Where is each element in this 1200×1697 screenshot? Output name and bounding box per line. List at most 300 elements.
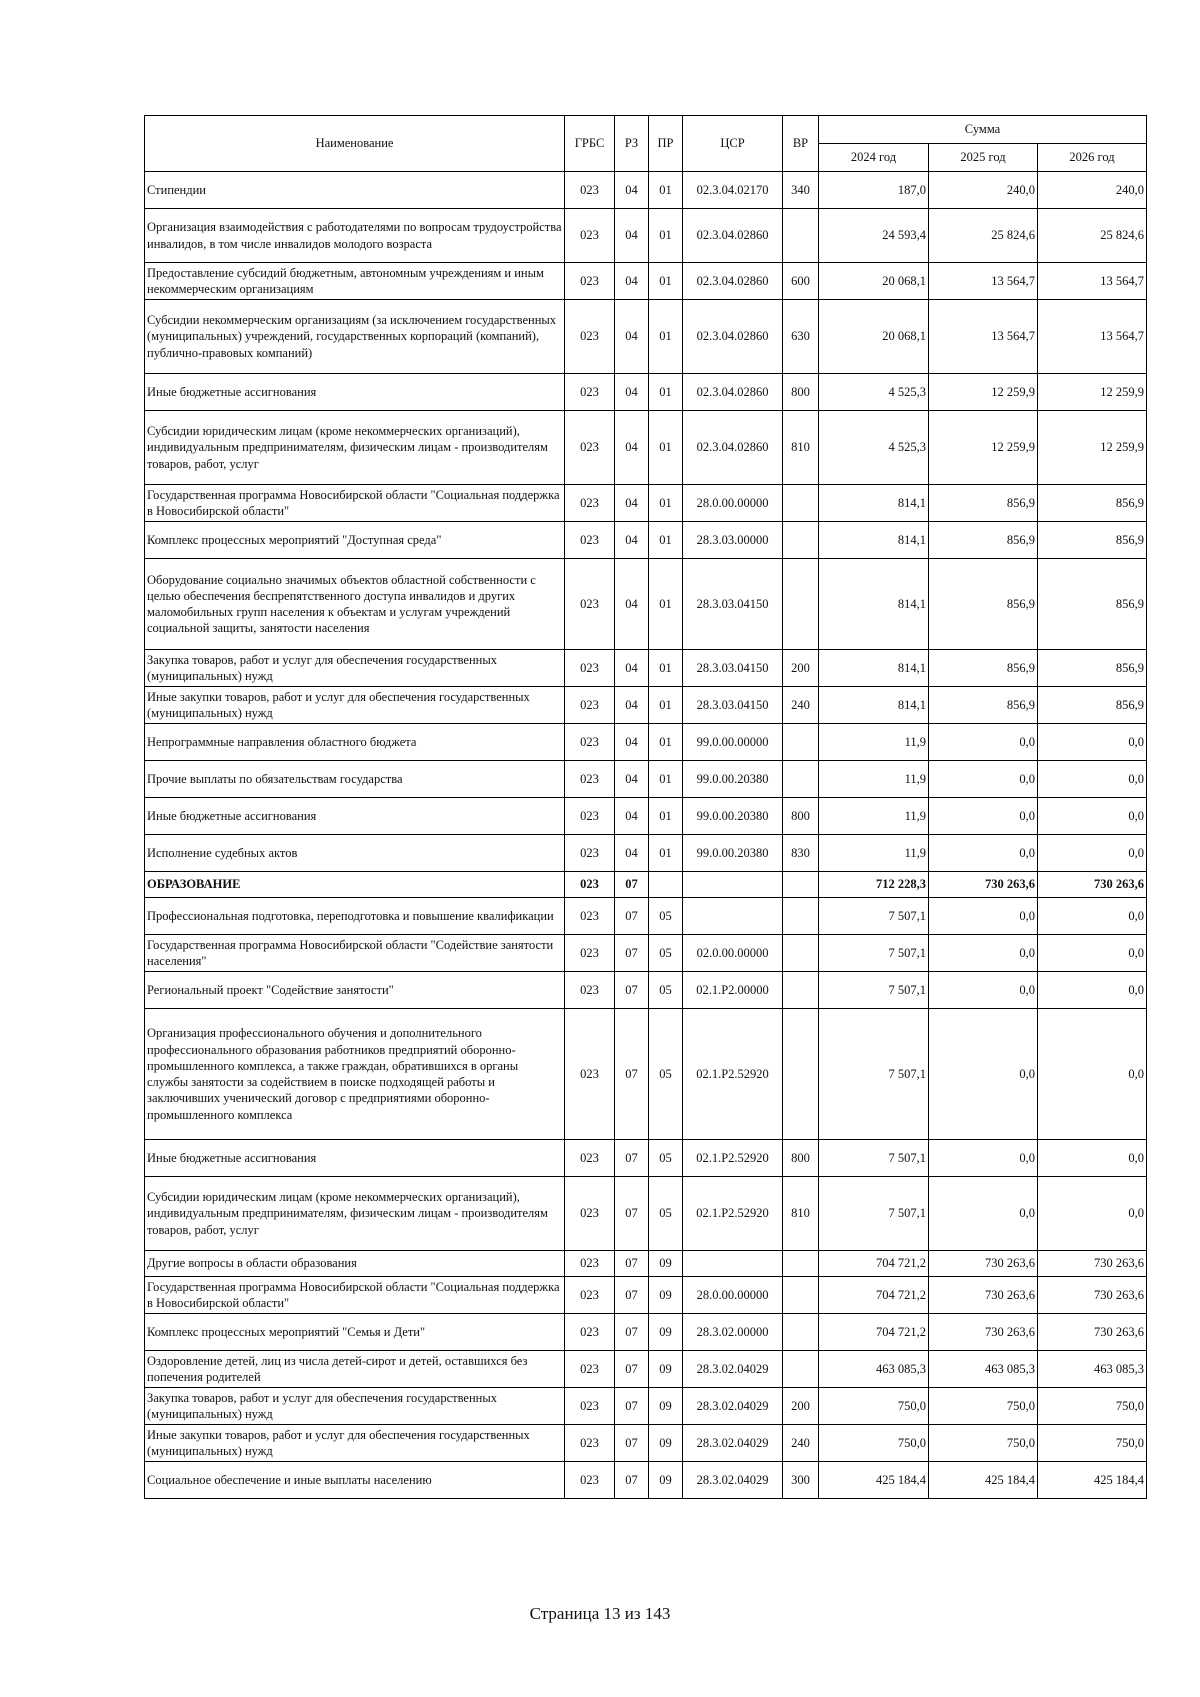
row-csr: 28.3.02.04029 [683, 1425, 783, 1462]
row-pr: 05 [649, 935, 683, 972]
row-amount-2024: 704 721,2 [819, 1314, 929, 1351]
header-vr: ВР [783, 116, 819, 172]
row-amount-2025: 730 263,6 [929, 1251, 1038, 1277]
row-amount-2025: 750,0 [929, 1388, 1038, 1425]
table-row [145, 798, 1147, 835]
table-row [145, 687, 1147, 724]
row-amount-2024: 7 507,1 [819, 1009, 929, 1140]
row-vr [783, 1314, 819, 1351]
row-pr: 05 [649, 1140, 683, 1177]
row-vr: 800 [783, 374, 819, 411]
row-vr: 800 [783, 1140, 819, 1177]
row-csr: 28.3.02.00000 [683, 1314, 783, 1351]
row-amount-2026: 0,0 [1038, 935, 1147, 972]
row-grbs: 023 [565, 1425, 615, 1462]
header-rz: РЗ [615, 116, 649, 172]
row-vr: 240 [783, 1425, 819, 1462]
table-row [145, 724, 1147, 761]
table-row [145, 374, 1147, 411]
row-amount-2024: 750,0 [819, 1388, 929, 1425]
row-amount-2024: 24 593,4 [819, 209, 929, 263]
table-row [145, 300, 1147, 374]
row-amount-2025: 425 184,4 [929, 1462, 1038, 1499]
row-amount-2024: 20 068,1 [819, 300, 929, 374]
row-name: Региональный проект "Содействие занятости" [145, 972, 565, 1009]
row-name: Комплекс процессных мероприятий "Семья и Дети" [145, 1314, 565, 1351]
row-grbs: 023 [565, 485, 615, 522]
row-amount-2024: 712 228,3 [819, 872, 929, 898]
row-csr: 02.1.P2.00000 [683, 972, 783, 1009]
row-pr: 01 [649, 687, 683, 724]
row-name: Организация взаимодействия с работодателями по вопросам трудоустройства инвалидов, в том числе инвалидов молодого возраста [145, 209, 565, 263]
row-name: Закупка товаров, работ и услуг для обеспечения государственных (муниципальных) нужд [145, 1388, 565, 1425]
row-amount-2025: 730 263,6 [929, 1277, 1038, 1314]
row-amount-2026: 425 184,4 [1038, 1462, 1147, 1499]
row-amount-2024: 7 507,1 [819, 972, 929, 1009]
row-vr: 810 [783, 1177, 819, 1251]
row-name: Прочие выплаты по обязательствам государства [145, 761, 565, 798]
row-grbs: 023 [565, 411, 615, 485]
row-amount-2025: 856,9 [929, 485, 1038, 522]
row-amount-2026: 856,9 [1038, 650, 1147, 687]
row-vr [783, 724, 819, 761]
row-name: Государственная программа Новосибирской области "Социальная поддержка в Новосибирской области" [145, 1277, 565, 1314]
row-amount-2024: 814,1 [819, 650, 929, 687]
row-csr: 28.0.00.00000 [683, 485, 783, 522]
row-csr: 02.3.04.02170 [683, 172, 783, 209]
row-vr [783, 898, 819, 935]
row-csr: 02.3.04.02860 [683, 300, 783, 374]
row-csr: 02.1.P2.52920 [683, 1140, 783, 1177]
row-amount-2025: 463 085,3 [929, 1351, 1038, 1388]
row-amount-2024: 20 068,1 [819, 263, 929, 300]
row-amount-2025: 0,0 [929, 1177, 1038, 1251]
row-csr: 28.3.03.04150 [683, 650, 783, 687]
row-vr: 830 [783, 835, 819, 872]
table-row [145, 411, 1147, 485]
table-row [145, 972, 1147, 1009]
row-name: Предоставление субсидий бюджетным, автономным учреждениям и иным некоммерческим организациям [145, 263, 565, 300]
row-pr: 01 [649, 300, 683, 374]
row-vr: 810 [783, 411, 819, 485]
row-grbs: 023 [565, 935, 615, 972]
row-rz: 04 [615, 687, 649, 724]
row-rz: 04 [615, 485, 649, 522]
row-pr: 09 [649, 1425, 683, 1462]
row-name: Иные бюджетные ассигнования [145, 374, 565, 411]
row-grbs: 023 [565, 1462, 615, 1499]
row-pr: 01 [649, 761, 683, 798]
row-pr: 01 [649, 522, 683, 559]
row-pr: 09 [649, 1388, 683, 1425]
row-amount-2026: 750,0 [1038, 1388, 1147, 1425]
row-vr: 630 [783, 300, 819, 374]
row-csr: 99.0.00.20380 [683, 798, 783, 835]
row-grbs: 023 [565, 1251, 615, 1277]
row-amount-2024: 814,1 [819, 522, 929, 559]
row-vr [783, 761, 819, 798]
row-vr [783, 1251, 819, 1277]
table-row [145, 935, 1147, 972]
row-amount-2026: 12 259,9 [1038, 374, 1147, 411]
table-row [145, 1462, 1147, 1499]
row-amount-2025: 25 824,6 [929, 209, 1038, 263]
row-vr [783, 559, 819, 650]
row-name: Иные закупки товаров, работ и услуг для обеспечения государственных (муниципальных) нужд [145, 1425, 565, 1462]
row-amount-2025: 0,0 [929, 724, 1038, 761]
row-amount-2026: 12 259,9 [1038, 411, 1147, 485]
row-amount-2026: 25 824,6 [1038, 209, 1147, 263]
row-name: Стипендии [145, 172, 565, 209]
row-csr: 02.3.04.02860 [683, 209, 783, 263]
row-vr [783, 972, 819, 1009]
header-pr: ПР [649, 116, 683, 172]
row-name: Другие вопросы в области образования [145, 1251, 565, 1277]
row-amount-2026: 730 263,6 [1038, 872, 1147, 898]
table-row [145, 872, 1147, 898]
row-rz: 07 [615, 898, 649, 935]
row-rz: 04 [615, 411, 649, 485]
row-vr: 600 [783, 263, 819, 300]
row-amount-2025: 13 564,7 [929, 263, 1038, 300]
row-rz: 04 [615, 172, 649, 209]
row-amount-2025: 0,0 [929, 972, 1038, 1009]
row-amount-2026: 13 564,7 [1038, 263, 1147, 300]
row-grbs: 023 [565, 522, 615, 559]
row-rz: 07 [615, 1009, 649, 1140]
row-amount-2024: 4 525,3 [819, 374, 929, 411]
row-csr: 99.0.00.20380 [683, 761, 783, 798]
row-rz: 04 [615, 522, 649, 559]
row-amount-2024: 463 085,3 [819, 1351, 929, 1388]
row-vr: 240 [783, 687, 819, 724]
row-amount-2024: 704 721,2 [819, 1277, 929, 1314]
row-rz: 07 [615, 935, 649, 972]
row-csr: 28.3.03.04150 [683, 559, 783, 650]
budget-table [144, 115, 1147, 1499]
row-grbs: 023 [565, 872, 615, 898]
row-rz: 07 [615, 1462, 649, 1499]
row-amount-2024: 187,0 [819, 172, 929, 209]
row-amount-2026: 13 564,7 [1038, 300, 1147, 374]
row-name: Государственная программа Новосибирской области "Содействие занятости населения" [145, 935, 565, 972]
row-vr [783, 522, 819, 559]
row-vr: 200 [783, 650, 819, 687]
row-vr [783, 209, 819, 263]
row-pr: 01 [649, 559, 683, 650]
row-grbs: 023 [565, 559, 615, 650]
row-csr: 02.3.04.02860 [683, 263, 783, 300]
row-csr: 02.0.00.00000 [683, 935, 783, 972]
row-rz: 07 [615, 1314, 649, 1351]
row-rz: 04 [615, 798, 649, 835]
row-amount-2025: 0,0 [929, 1009, 1038, 1140]
row-rz: 04 [615, 559, 649, 650]
row-amount-2025: 12 259,9 [929, 411, 1038, 485]
row-name: Профессиональная подготовка, переподготовка и повышение квалификации [145, 898, 565, 935]
row-rz: 04 [615, 835, 649, 872]
row-name: Оборудование социально значимых объектов областной собственности с целью обеспечения беспрепятственного доступа инвалидов и других маломобильных групп населения к объектам и услугам учреждений социальной защиты, занятости населения [145, 559, 565, 650]
row-rz: 04 [615, 724, 649, 761]
header-year-2025: 2025 год [929, 144, 1038, 172]
row-csr: 28.3.03.00000 [683, 522, 783, 559]
table-row [145, 1277, 1147, 1314]
row-grbs: 023 [565, 724, 615, 761]
row-csr: 99.0.00.20380 [683, 835, 783, 872]
row-amount-2026: 0,0 [1038, 1009, 1147, 1140]
row-amount-2025: 240,0 [929, 172, 1038, 209]
row-name: Непрограммные направления областного бюджета [145, 724, 565, 761]
row-pr: 01 [649, 411, 683, 485]
row-grbs: 023 [565, 835, 615, 872]
row-vr [783, 1277, 819, 1314]
row-pr: 05 [649, 898, 683, 935]
row-amount-2026: 0,0 [1038, 1177, 1147, 1251]
row-vr [783, 1009, 819, 1140]
table-row [145, 209, 1147, 263]
row-amount-2024: 7 507,1 [819, 1140, 929, 1177]
row-csr: 28.3.03.04150 [683, 687, 783, 724]
row-amount-2024: 11,9 [819, 798, 929, 835]
row-pr: 01 [649, 724, 683, 761]
row-amount-2025: 0,0 [929, 798, 1038, 835]
header-year-2024: 2024 год [819, 144, 929, 172]
row-grbs: 023 [565, 1177, 615, 1251]
row-amount-2024: 7 507,1 [819, 935, 929, 972]
row-amount-2026: 750,0 [1038, 1425, 1147, 1462]
row-grbs: 023 [565, 374, 615, 411]
row-amount-2024: 814,1 [819, 687, 929, 724]
row-amount-2024: 814,1 [819, 485, 929, 522]
table-row [145, 1140, 1147, 1177]
table-row [145, 522, 1147, 559]
row-name: Организация профессионального обучения и дополнительного профессионального образования работников предприятий оборонно-промышленного комплекса, а также граждан, обратившихся в органы службы занятости за содействием в поиске подходящей работы и заключивших ученический договор с предприятиями оборонно-промышленного комплекса [145, 1009, 565, 1140]
row-pr: 09 [649, 1314, 683, 1351]
row-amount-2026: 730 263,6 [1038, 1314, 1147, 1351]
row-amount-2026: 0,0 [1038, 761, 1147, 798]
row-rz: 04 [615, 209, 649, 263]
row-amount-2026: 856,9 [1038, 559, 1147, 650]
page-number: Страница 13 из 143 [529, 1604, 671, 1623]
row-amount-2026: 463 085,3 [1038, 1351, 1147, 1388]
row-grbs: 023 [565, 1314, 615, 1351]
row-amount-2025: 0,0 [929, 761, 1038, 798]
row-rz: 07 [615, 872, 649, 898]
row-amount-2025: 12 259,9 [929, 374, 1038, 411]
row-vr [783, 872, 819, 898]
row-amount-2026: 0,0 [1038, 1140, 1147, 1177]
header-csr: ЦСР [683, 116, 783, 172]
row-amount-2025: 0,0 [929, 898, 1038, 935]
row-vr: 200 [783, 1388, 819, 1425]
row-amount-2024: 425 184,4 [819, 1462, 929, 1499]
table-row [145, 650, 1147, 687]
table-row [145, 1425, 1147, 1462]
row-name: Субсидии некоммерческим организациям (за исключением государственных (муниципальных) учреждений, государственных корпораций (компаний), публично-правовых компаний) [145, 300, 565, 374]
header-year-2026: 2026 год [1038, 144, 1147, 172]
row-amount-2025: 13 564,7 [929, 300, 1038, 374]
row-grbs: 023 [565, 172, 615, 209]
row-amount-2024: 11,9 [819, 724, 929, 761]
row-rz: 07 [615, 1425, 649, 1462]
row-amount-2024: 704 721,2 [819, 1251, 929, 1277]
row-pr: 05 [649, 1177, 683, 1251]
table-row [145, 1009, 1147, 1140]
row-pr: 01 [649, 798, 683, 835]
row-pr: 01 [649, 374, 683, 411]
row-pr: 09 [649, 1277, 683, 1314]
row-rz: 04 [615, 374, 649, 411]
table-body [145, 172, 1147, 1499]
row-pr: 01 [649, 209, 683, 263]
row-grbs: 023 [565, 972, 615, 1009]
row-amount-2024: 4 525,3 [819, 411, 929, 485]
row-vr [783, 1351, 819, 1388]
row-rz: 04 [615, 300, 649, 374]
row-name: Субсидии юридическим лицам (кроме некоммерческих организаций), индивидуальным предпринимателям, физическим лицам - производителям товаров, работ, услуг [145, 1177, 565, 1251]
row-name: Исполнение судебных актов [145, 835, 565, 872]
row-name: Комплекс процессных мероприятий "Доступная среда" [145, 522, 565, 559]
row-csr: 28.3.02.04029 [683, 1462, 783, 1499]
row-amount-2024: 7 507,1 [819, 898, 929, 935]
table-row [145, 1351, 1147, 1388]
row-amount-2024: 7 507,1 [819, 1177, 929, 1251]
row-pr: 09 [649, 1251, 683, 1277]
row-amount-2025: 0,0 [929, 935, 1038, 972]
row-amount-2026: 0,0 [1038, 898, 1147, 935]
row-vr: 300 [783, 1462, 819, 1499]
row-amount-2024: 814,1 [819, 559, 929, 650]
row-rz: 04 [615, 761, 649, 798]
row-amount-2024: 11,9 [819, 761, 929, 798]
table-header [145, 116, 1147, 172]
row-pr: 01 [649, 172, 683, 209]
row-pr: 05 [649, 972, 683, 1009]
row-pr: 09 [649, 1351, 683, 1388]
row-amount-2025: 856,9 [929, 687, 1038, 724]
row-grbs: 023 [565, 898, 615, 935]
row-amount-2025: 730 263,6 [929, 872, 1038, 898]
row-amount-2026: 0,0 [1038, 972, 1147, 1009]
row-amount-2026: 0,0 [1038, 835, 1147, 872]
row-grbs: 023 [565, 1009, 615, 1140]
row-name: Государственная программа Новосибирской области "Социальная поддержка в Новосибирской области" [145, 485, 565, 522]
row-vr [783, 485, 819, 522]
row-pr: 01 [649, 485, 683, 522]
row-amount-2026: 240,0 [1038, 172, 1147, 209]
header-name: Наименование [145, 116, 565, 172]
row-amount-2025: 750,0 [929, 1425, 1038, 1462]
table-row [145, 172, 1147, 209]
row-name: Иные бюджетные ассигнования [145, 798, 565, 835]
row-amount-2026: 856,9 [1038, 522, 1147, 559]
row-csr: 28.3.02.04029 [683, 1351, 783, 1388]
row-grbs: 023 [565, 263, 615, 300]
row-rz: 07 [615, 1177, 649, 1251]
table-row [145, 835, 1147, 872]
row-csr: 02.3.04.02860 [683, 411, 783, 485]
row-pr: 01 [649, 263, 683, 300]
row-amount-2026: 0,0 [1038, 798, 1147, 835]
row-name: Субсидии юридическим лицам (кроме некоммерческих организаций), индивидуальным предпринимателям, физическим лицам - производителям товаров, работ, услуг [145, 411, 565, 485]
row-grbs: 023 [565, 761, 615, 798]
row-csr: 28.0.00.00000 [683, 1277, 783, 1314]
row-grbs: 023 [565, 1140, 615, 1177]
row-amount-2025: 0,0 [929, 835, 1038, 872]
row-grbs: 023 [565, 1351, 615, 1388]
row-pr [649, 872, 683, 898]
row-vr [783, 935, 819, 972]
row-grbs: 023 [565, 209, 615, 263]
row-csr: 99.0.00.00000 [683, 724, 783, 761]
row-grbs: 023 [565, 798, 615, 835]
row-vr: 800 [783, 798, 819, 835]
row-name: Оздоровление детей, лиц из числа детей-сирот и детей, оставшихся без попечения родителей [145, 1351, 565, 1388]
row-amount-2025: 0,0 [929, 1140, 1038, 1177]
row-name: Иные бюджетные ассигнования [145, 1140, 565, 1177]
row-grbs: 023 [565, 1388, 615, 1425]
row-pr: 09 [649, 1462, 683, 1499]
row-amount-2026: 0,0 [1038, 724, 1147, 761]
table-row [145, 1388, 1147, 1425]
row-name: ОБРАЗОВАНИЕ [145, 872, 565, 898]
row-amount-2026: 730 263,6 [1038, 1251, 1147, 1277]
row-rz: 07 [615, 1140, 649, 1177]
row-name: Закупка товаров, работ и услуг для обеспечения государственных (муниципальных) нужд [145, 650, 565, 687]
table-row [145, 1251, 1147, 1277]
row-rz: 07 [615, 1277, 649, 1314]
row-amount-2026: 856,9 [1038, 485, 1147, 522]
row-vr: 340 [783, 172, 819, 209]
row-rz: 07 [615, 1251, 649, 1277]
row-amount-2025: 856,9 [929, 522, 1038, 559]
row-pr: 01 [649, 650, 683, 687]
row-csr: 02.1.P2.52920 [683, 1009, 783, 1140]
table-row [145, 898, 1147, 935]
row-name: Иные закупки товаров, работ и услуг для обеспечения государственных (муниципальных) нужд [145, 687, 565, 724]
table-row [145, 761, 1147, 798]
row-csr: 02.1.P2.52920 [683, 1177, 783, 1251]
row-rz: 04 [615, 263, 649, 300]
row-amount-2026: 730 263,6 [1038, 1277, 1147, 1314]
row-pr: 05 [649, 1009, 683, 1140]
table-row [145, 485, 1147, 522]
row-grbs: 023 [565, 650, 615, 687]
row-csr: 28.3.02.04029 [683, 1388, 783, 1425]
row-csr: 02.3.04.02860 [683, 374, 783, 411]
row-rz: 07 [615, 972, 649, 1009]
row-amount-2025: 856,9 [929, 650, 1038, 687]
row-pr: 01 [649, 835, 683, 872]
row-rz: 07 [615, 1351, 649, 1388]
row-csr [683, 898, 783, 935]
row-rz: 04 [615, 650, 649, 687]
row-csr [683, 1251, 783, 1277]
row-name: Социальное обеспечение и иные выплаты населению [145, 1462, 565, 1499]
header-sum: Сумма [819, 116, 1147, 144]
table-row [145, 1177, 1147, 1251]
table-row [145, 263, 1147, 300]
row-amount-2025: 730 263,6 [929, 1314, 1038, 1351]
row-amount-2024: 750,0 [819, 1425, 929, 1462]
table-row [145, 1314, 1147, 1351]
row-csr [683, 872, 783, 898]
row-rz: 07 [615, 1388, 649, 1425]
row-amount-2024: 11,9 [819, 835, 929, 872]
row-amount-2026: 856,9 [1038, 687, 1147, 724]
row-grbs: 023 [565, 1277, 615, 1314]
row-grbs: 023 [565, 687, 615, 724]
